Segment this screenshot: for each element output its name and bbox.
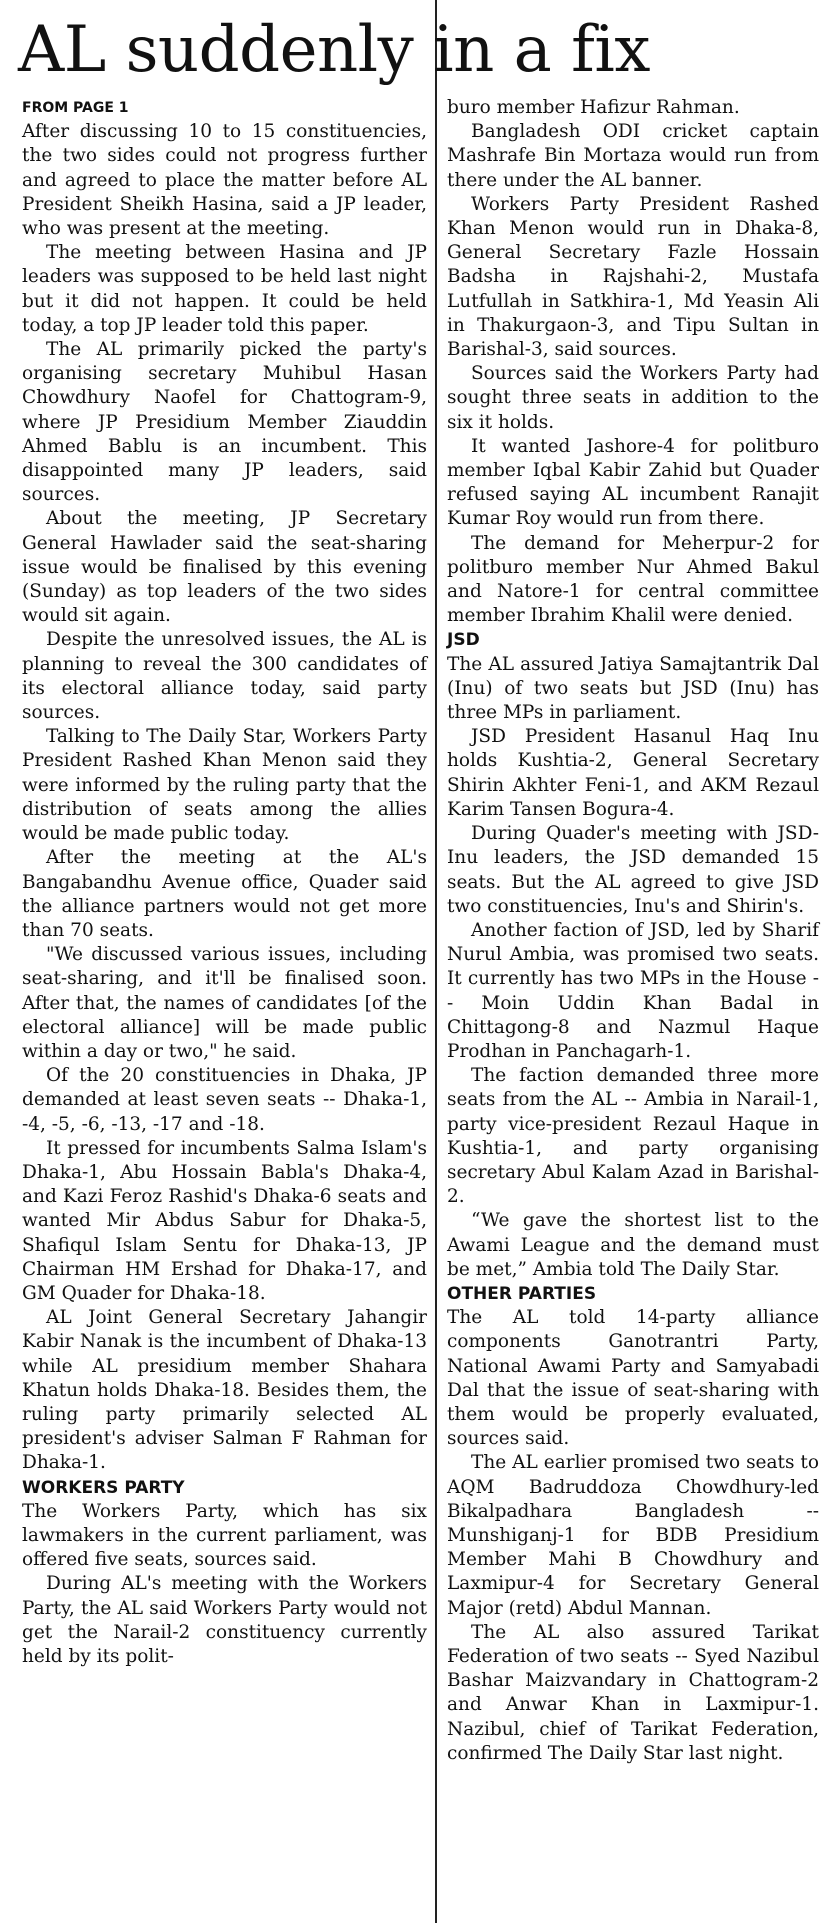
paragraph: The Workers Party, which has six lawmakers in the current parliament, was offered five seats, sources said. xyxy=(22,1500,427,1571)
paragraph: During Quader's meeting with JSD-Inu leaders, the JSD demanded 15 seats. But the AL agreed to give JSD two constituencies, Inu's and Shirin's. xyxy=(447,823,819,917)
paragraph: buro member Hafizur Rahman. xyxy=(447,97,740,118)
paragraph: The faction demanded three more seats from the AL -- Ambia in Narail-1, party vice-president Rezaul Haque in Kushtia-1, and party organising secretary Abul Kalam Azad in Barishal-2. xyxy=(447,1065,819,1208)
paragraph: AL Joint General Secretary Jahangir Kabir Nanak is the incumbent of Dhaka-13 while AL presidium member Shahara Khatun holds Dhaka-18. Besides them, the ruling party primarily selected AL president's adviser Salman F Rahman for Dhaka-1. xyxy=(22,1307,427,1474)
paragraph: The AL told 14-party alliance components Ganotrantri Party, National Awami Party and Samyabadi Dal that the issue of seat-sharing with them would be properly evaluated, sources said. xyxy=(447,1307,819,1450)
paragraph: After discussing 10 to 15 constituencies, the two sides could not progress further and agreed to place the matter before AL President Sheikh Hasina, said a JP leader, who was present at the meeting. xyxy=(22,121,427,240)
paragraph: After the meeting at the AL's Bangabandhu Avenue office, Quader said the alliance partners would not get more than 70 seats. xyxy=(22,847,427,941)
paragraph: About the meeting, JP Secretary General Hawlader said the seat-sharing issue would be finalised by this evening (Sunday) as top leaders of the two sides would sit again. xyxy=(22,508,427,627)
paragraph: The AL also assured Tarikat Federation of two seats -- Syed Nazibul Bashar Maizvandary in Chattogram-2 and Anwar Khan in Laxmipur-1. Nazibul, chief of Tarikat Federation, confirmed The Daily Star last night. xyxy=(447,1621,819,1764)
paragraph: Talking to The Daily Star, Workers Party President Rashed Khan Menon said they were informed by the ruling party that the distribution of seats among the allies would be made public today. xyxy=(22,726,427,845)
section-subhead: OTHER PARTIES xyxy=(447,1283,597,1304)
section-subhead: WORKERS PARTY xyxy=(22,1477,185,1498)
paragraph: It wanted Jashore-4 for politburo member Iqbal Kabir Zahid but Quader refused saying AL incumbent Ranajit Kumar Roy would run from there. xyxy=(447,435,819,530)
kicker: FROM PAGE 1 xyxy=(22,100,129,116)
paragraph: The demand for Meherpur-2 for politburo member Nur Ahmed Bakul and Natore-1 for central committee member Ibrahim Khalil were denied. xyxy=(447,532,819,627)
paragraph: Bangladesh ODI cricket captain Mashrafe Bin Mortaza would run from there under the AL banner. xyxy=(447,121,819,191)
paragraph: Of the 20 constituencies in Dhaka, JP demanded at least seven seats -- Dhaka-1, -4, -5, -6, -13, -17 and -18. xyxy=(22,1065,427,1135)
right-column-text xyxy=(437,96,831,1766)
left-column-text xyxy=(0,96,435,1669)
headline: AL suddenly in a fix xyxy=(18,13,650,87)
paragraph: Another faction of JSD, led by Sharif Nurul Ambia, was promised two seats. It currently has two MPs in the House -- Moin Uddin Khan Badal in Chittagong-8 and Nazmul Haque Prodhan in Panchagarh-1. xyxy=(447,919,819,1062)
paragraph: JSD President Hasanul Haq Inu holds Kushtia-2, General Secretary Shirin Akhter Feni-1, and AKM Rezaul Karim Tansen Bogura-4. xyxy=(447,726,819,820)
paragraph: “We gave the shortest list to the Awami League and the demand must be met,” Ambia told The Daily Star. xyxy=(447,1210,819,1280)
section-subhead: JSD xyxy=(447,630,480,651)
paragraph: The AL assured Jatiya Samajtantrik Dal (Inu) of two seats but JSD (Inu) has three MPs in parliament. xyxy=(447,653,819,724)
paragraph: Sources said the Workers Party had sought three seats in addition to the six it holds. xyxy=(447,363,819,433)
paragraph: The AL primarily picked the party's organising secretary Muhibul Hasan Chowdhury Naofel for Chattogram-9, where JP Presidium Member Ziauddin Ahmed Bablu is an incumbent. This disappointed many JP leaders, said sources. xyxy=(22,339,427,506)
paragraph: It pressed for incumbents Salma Islam's Dhaka-1, Abu Hossain Babla's Dhaka-4, and Kazi Feroz Rashid's Dhaka-6 seats and wanted Mir Abdus Sabur for Dhaka-5, Shafiqul Islam Sentu for Dhaka-13, JP Chairman HM Ershad for Dhaka-17, and GM Quader for Dhaka-18. xyxy=(22,1137,427,1304)
paragraph: The meeting between Hasina and JP leaders was supposed to be held last night but it did not happen. It could be held today, a top JP leader told this paper. xyxy=(22,242,427,336)
paragraph: "We discussed various issues, including seat-sharing, and it'll be finalised soon. After that, the names of candidates [of the electoral alliance] will be made public within a day or two," he said. xyxy=(22,944,427,1062)
paragraph: During AL's meeting with the Workers Party, the AL said Workers Party would not get the Narail-2 constituency currently held by its polit- xyxy=(22,1573,427,1667)
paragraph: Despite the unresolved issues, the AL is planning to reveal the 300 candidates of its electoral alliance today, said party sources. xyxy=(22,629,427,724)
paragraph: Workers Party President Rashed Khan Menon would run in Dhaka-8, General Secretary Fazle Hossain Badsha in Rajshahi-2, Mustafa Lutfullah in Satkhira-1, Md Yeasin Ali in Thakurgaon-3, and Tipu Sultan in Barishal-3, said sources. xyxy=(447,193,819,361)
right-column xyxy=(437,0,831,1923)
paragraph: The AL earlier promised two seats to AQM Badruddoza Chowdhury-led Bikalpadhara Bangladesh -- Munshiganj-1 for BDB Presidium Member Mahi B Chowdhury and Laxmipur-4 for Secretary General Major (retd) Abdul Mannan. xyxy=(447,1452,819,1619)
